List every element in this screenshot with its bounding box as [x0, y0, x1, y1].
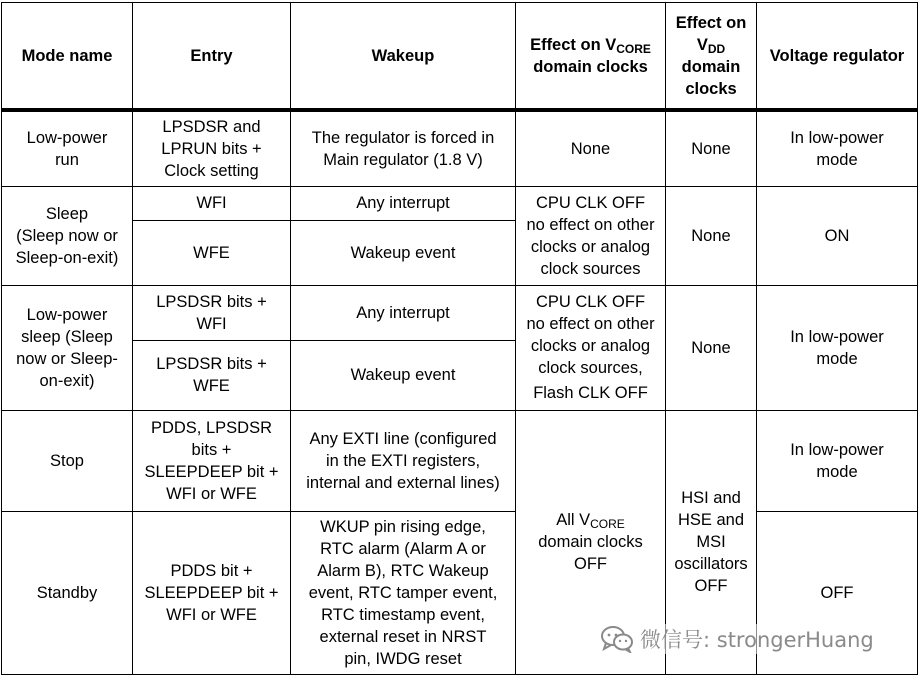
wakeup-lp-sleep-wfe: Wakeup event: [291, 340, 516, 410]
wakeup-standby: WKUP pin rising edge, RTC alarm (Alarm A or Alarm B), RTC Wakeup event, RTC tamper event, RTC timestamp event, external reset in NRST pin, IWDG reset: [291, 511, 516, 674]
low-power-modes-table: [1, 2, 918, 675]
header-voltage-regulator: Voltage regulator: [757, 3, 918, 111]
vcore-low-power-sleep: CPU CLK OFF no effect on other clocks or analog clock sources, Flash CLK OFF: [516, 285, 666, 410]
vdd-low-power-run: None: [666, 110, 757, 186]
entry-stop: PDDS, LPSDSR bits + SLEEPDEEP bit + WFI or WFE: [133, 410, 291, 511]
mode-low-power-run: Low-power run: [2, 110, 133, 186]
row-low-power-run: [2, 110, 918, 186]
wechat-icon: [600, 625, 634, 653]
entry-lp-sleep-wfe: LPSDSR bits + WFE: [133, 340, 291, 410]
header-row: [2, 3, 918, 111]
wakeup-lp-sleep-wfi: Any interrupt: [291, 285, 516, 340]
row-lp-sleep-wfi: [2, 285, 918, 340]
watermark-text: 微信号: strongerHuang: [640, 628, 874, 652]
header-mode-name: Mode name: [2, 3, 133, 111]
vdd-stop-standby: HSI and HSE and MSI oscillators OFF: [666, 410, 757, 674]
wechat-watermark: [600, 624, 874, 654]
vdd-sleep: None: [666, 186, 757, 285]
wakeup-stop: Any EXTI line (configured in the EXTI registers, internal and external lines): [291, 410, 516, 511]
row-sleep-wfi: [2, 186, 918, 220]
mode-low-power-sleep: Low-power sleep (Sleep now or Sleep- on-exit): [2, 285, 133, 410]
entry-standby: PDDS bit + SLEEPDEEP bit + WFI or WFE: [133, 511, 291, 674]
entry-sleep-wfe: WFE: [133, 220, 291, 285]
header-vcore-clocks: Effect on $V_{CORE}$ domain clocks: [516, 3, 666, 111]
regulator-low-power-run: In low-power mode: [757, 110, 918, 186]
entry-low-power-run: LPSDSR and LPRUN bits + Clock setting: [133, 110, 291, 186]
wakeup-sleep-wfe: Wakeup event: [291, 220, 516, 285]
mode-stop: Stop: [2, 410, 133, 511]
regulator-sleep: ON: [757, 186, 918, 285]
header-wakeup: Wakeup: [291, 3, 516, 111]
vcore-stop-standby: All $V_{CORE}$ domain clocks OFF: [516, 410, 666, 674]
row-stop: [2, 410, 918, 511]
regulator-low-power-sleep: In low-power mode: [757, 285, 918, 410]
header-entry: Entry: [133, 3, 291, 111]
entry-sleep-wfi: WFI: [133, 186, 291, 220]
vcore-sleep: CPU CLK OFF no effect on other clocks or analog clock sources: [516, 186, 666, 285]
wakeup-sleep-wfi: Any interrupt: [291, 186, 516, 220]
header-vdd-clocks: Effect on $V_{DD}$ domain clocks: [666, 3, 757, 111]
regulator-standby: OFF: [757, 511, 918, 674]
entry-lp-sleep-wfi: LPSDSR bits + WFI: [133, 285, 291, 340]
vdd-low-power-sleep: None: [666, 285, 757, 410]
wakeup-low-power-run: The regulator is forced in Main regulator (1.8 V): [291, 110, 516, 186]
mode-standby: Standby: [2, 511, 133, 674]
mode-sleep: Sleep (Sleep now or Sleep-on-exit): [2, 186, 133, 285]
vcore-low-power-run: None: [516, 110, 666, 186]
regulator-stop: In low-power mode: [757, 410, 918, 511]
